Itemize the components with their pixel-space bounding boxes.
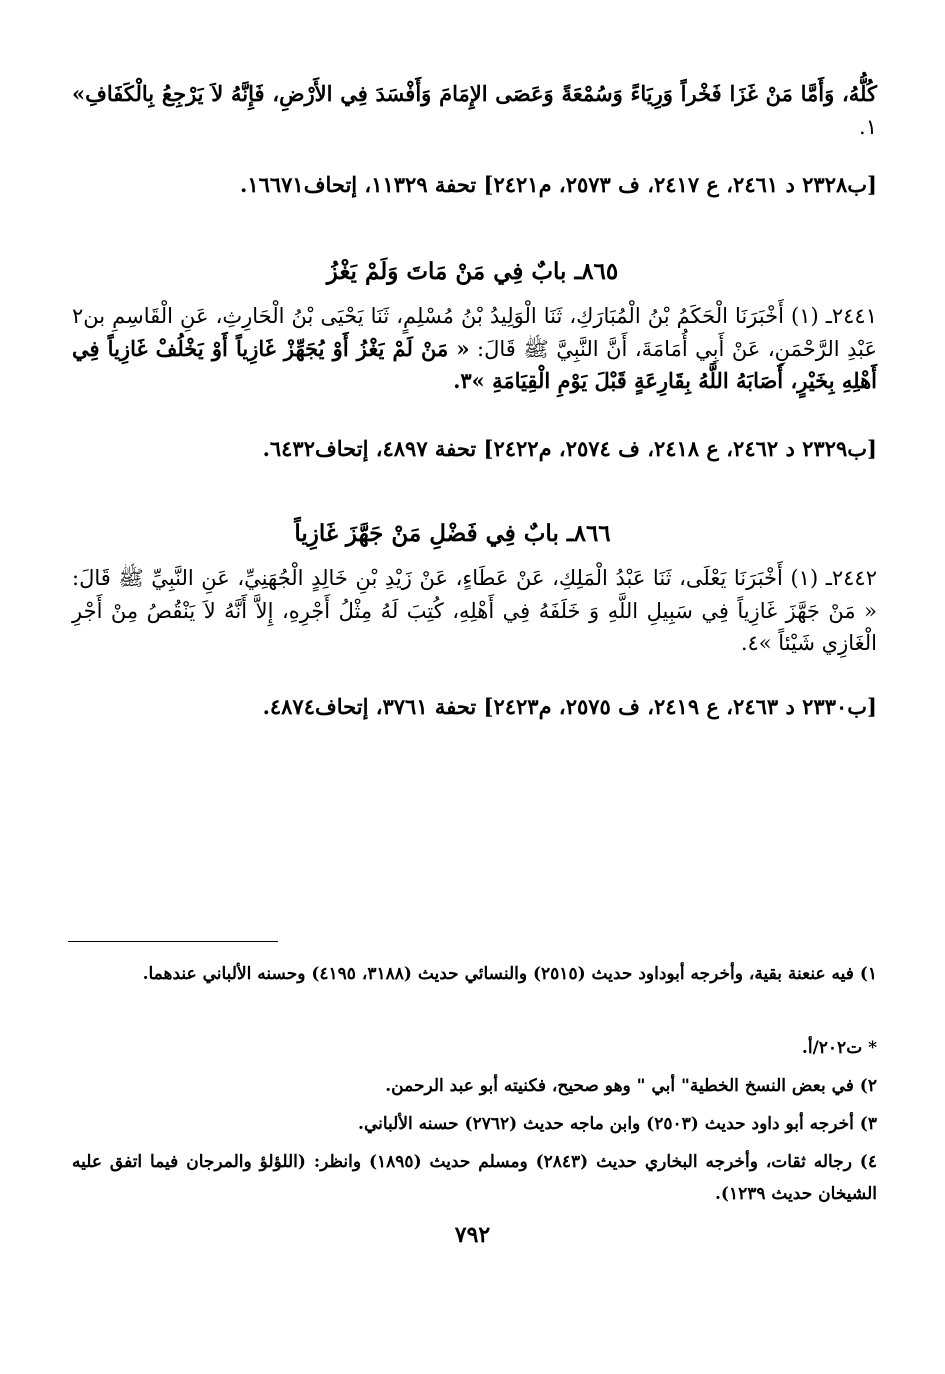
reference-line-1: [ب٢٣٢٨ د ٢٤٦١، ع ٢٤١٧، ف ٢٥٧٣، م٢٤٢١] تحفة ١١٣٢٩، إتحاف١٦٦٧١.: [240, 172, 877, 197]
hadith-2442: [72, 562, 877, 660]
page-number: ٧٩٢: [454, 1222, 491, 1248]
footnote-mark-1: ١.: [859, 114, 877, 139]
footnote-2: ٢) في بعض النسخ الخطية" أبي " وهو صحيح، فكنيته أبو عبد الرحمن.: [385, 1076, 877, 1096]
hadith-2441: [72, 300, 877, 398]
footnote-folio: * ت٢٠٢/أ.: [801, 1038, 877, 1058]
hadith-2441-matn: « مَنْ لَمْ يَغْزُ أَوْ يُجَهِّزْ غَازِياً أَوْ يَخْلُفْ غَازِياً فِي أَهْلِهِ بِخَيْرٍ، أَصَابَهُ اللَّهُ بِقَارِعَةٍ قَبْلَ يَوْمِ الْقِيَامَةِ »٣.: [72, 335, 877, 394]
reference-line-3: [ب٢٣٣٠ د ٢٤٦٣، ع ٢٤١٩، ف ٢٥٧٥، م٢٤٢٣] تحفة ٣٧٦١، إتحاف٤٨٧٤.: [262, 694, 877, 719]
chapter-865-title: ٨٦٥ـ بابٌ فِي مَنْ مَاتَ وَلَمْ يَغْزُ: [326, 258, 619, 285]
reference-line-2: [ب٢٣٢٩ د ٢٤٦٢، ع ٢٤١٨، ف ٢٥٧٤، م٢٤٢٢] تحفة ٤٨٩٧، إتحاف٦٤٣٢.: [262, 436, 877, 461]
footnote-4: ٤) رجاله ثقات، وأخرجه البخاري حديث (٢٨٤٣) ومسلم حديث (١٨٩٥) وانظر: (اللؤلؤ والمرجان فيما اتفق عليه الشيخان حديث ١٢٣٩).: [72, 1152, 877, 1205]
hadith-continuation: [72, 78, 877, 143]
footnote-3: ٣) أخرجه أبو داود حديث (٢٥٠٣) وابن ماجه حديث (٢٧٦٢) حسنه الألباني.: [358, 1114, 877, 1134]
chapter-866-title: ٨٦٦ـ بابٌ فِي فَضْلِ مَنْ جَهَّزَ غَازِياً: [294, 520, 611, 547]
hadith-2441-isnad: ٢٤٤١ـ (١) أَخْبَرَنَا الْحَكَمُ بْنُ الْمُبَارَكِ، ثَنَا الْوَلِيدُ بْنُ مُسْلِمٍ، ثَنَا يَحْيَى بْنُ الْحَارِثِ، عَنِ الْقَاسِمِ بن٢ عَبْدِ الرَّحْمَنِ، عَنْ أَبِي أُمَامَةَ، أَنَّ النَّبِيَّ ﷺ قَالَ:: [72, 304, 877, 361]
continuation-text: كُلُّهُ، وَأَمَّا مَنْ غَزَا فَخْراً وَرِيَاءً وَسُمْعَةً وَعَصَى الإِمَامَ وَأَفْسَدَ فِي الأَرْضِ، فَإِنَّهُ لاَ يَرْجِعُ بِالْكَفَافِ»: [72, 81, 877, 106]
hadith-2442-text: ٢٤٤٢ـ (١) أَخْبَرَنَا يَعْلَى، ثَنَا عَبْدُ الْمَلِكِ، عَنْ عَطَاءٍ، عَنْ زَيْدِ بْنِ خَالِدٍ الْجُهَنِيِّ، عَنِ النَّبِيِّ ﷺ قَالَ: « مَنْ جَهَّزَ غَازِياً فِي سَبِيلِ اللَّهِ وَ خَلَفَهُ فِي أَهْلِهِ، كُتِبَ لَهُ مِثْلُ أَجْرِهِ، إِلاَّ أَنَّهُ لاَ يَنْقُصُ مِنْ أَجْرِ الْغَازِي شَيْئاً »٤.: [72, 566, 877, 656]
footnote-separator: [68, 941, 278, 942]
footnote-1: ١) فيه عنعنة بقية، وأخرجه أبوداود حديث (٢٥١٥) والنسائي حديث (٣١٨٨، ٤١٩٥) وحسنه الألباني عندهما.: [142, 964, 877, 984]
